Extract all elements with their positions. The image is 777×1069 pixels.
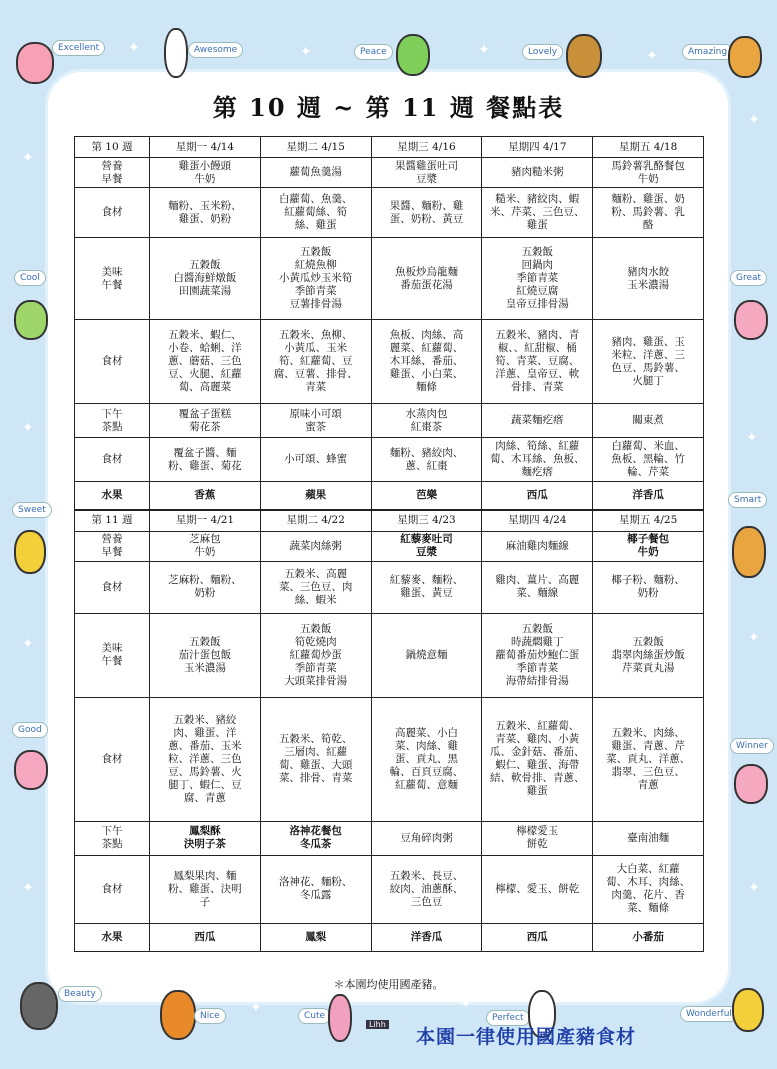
day-header: 星期二 4/15 (260, 137, 371, 158)
row-label: 食材 (75, 855, 150, 923)
pig-sticker-icon (14, 750, 48, 790)
menu-cell: 馬鈴薯乳酪餐包 牛奶 (593, 158, 704, 188)
star-icon: ✦ (748, 630, 760, 646)
star-icon: ✦ (460, 996, 472, 1012)
menu-cell: 魚板、肉絲、高 麗菜、紅蘿蔔、 木耳絲、番茄、 雞蛋、小白菜、 麵條 (371, 320, 482, 404)
chick-sticker-icon (14, 530, 46, 574)
sticker-label: Cute (298, 1008, 331, 1024)
menu-cell: 五穀飯 紅燒魚柳 小黃瓜炒玉米筍 季節青菜 豆薯排骨湯 (260, 238, 371, 320)
day-header: 星期四 4/24 (482, 510, 593, 532)
table-row (75, 188, 704, 238)
chick-sticker-icon (732, 988, 764, 1032)
menu-cell: 鳳梨酥 決明子茶 (150, 821, 261, 855)
menu-cell: 紅藜麥、麵粉、 雞蛋、黃豆 (371, 561, 482, 613)
menu-cell: 肉絲、筍絲、紅蘿 蔔、木耳絲、魚板、 麵疙瘩 (482, 438, 593, 482)
menu-cell: 洛神花、麵粉、 冬瓜露 (260, 855, 371, 923)
row-label: 美味 午餐 (75, 238, 150, 320)
menu-cell: 五穀米、長豆、 絞肉、油蔥酥、 三色豆 (371, 855, 482, 923)
table-row (75, 561, 704, 613)
table-row (75, 697, 704, 821)
star-icon: ✦ (748, 112, 760, 128)
menu-cell: 芭樂 (371, 482, 482, 510)
footnote: ＊本園均使用國產豬。 (333, 978, 444, 991)
menu-cell: 五穀米、紅蘿蔔、 青菜、雞肉、小黃 瓜、金針菇、番茄、 蝦仁、雞蛋、海帶 結、軟骨排、青蔥、 雞蛋 (482, 697, 593, 821)
menu-cell: 椰子粉、麵粉、 奶粉 (593, 561, 704, 613)
rabbit-sticker-icon (328, 994, 352, 1042)
sticker-label: Great (730, 270, 767, 286)
pig-sticker-icon (16, 42, 54, 84)
star-icon: ✦ (22, 150, 34, 166)
sticker-label: Beauty (58, 986, 102, 1002)
menu-cell: 五穀飯 時蔬燜雞丁 蘿蔔番茄炒鮑仁蛋 季節青菜 海帶結排骨湯 (482, 613, 593, 697)
sticker-label: Wonderful (680, 1006, 738, 1022)
menu-cell: 豆角碎肉粥 (371, 821, 482, 855)
table-row (75, 320, 704, 404)
menu-cell: 西瓜 (482, 482, 593, 510)
menu-cell: 麻油雞肉麵線 (482, 531, 593, 561)
menu-cell: 覆盆子蛋糕 菊花茶 (150, 404, 261, 438)
menu-cell: 麵粉、豬絞肉、 蔥、紅棗 (371, 438, 482, 482)
menu-cell: 鳳梨果肉、麵 粉、雞蛋、決明 子 (150, 855, 261, 923)
row-label: 營養 早餐 (75, 531, 150, 561)
table-row (75, 404, 704, 438)
row-label: 食材 (75, 561, 150, 613)
menu-cell: 豬肉糙米粥 (482, 158, 593, 188)
menu-cell: 洋香瓜 (593, 482, 704, 510)
sticker-label: Lovely (522, 44, 563, 60)
menu-cell: 麵粉、雞蛋、奶 粉、馬鈴薯、乳 酪 (593, 188, 704, 238)
menu-cell: 五穀飯 白醬海鮮燉飯 田園蔬菜湯 (150, 238, 261, 320)
menu-cell: 西瓜 (482, 923, 593, 951)
lion-sticker-icon (732, 526, 766, 578)
menu-cell: 關東煮 (593, 404, 704, 438)
sticker-label: Peace (354, 44, 393, 60)
sticker-label: Perfect (486, 1010, 530, 1026)
menu-cell: 原味小可頌 蜜茶 (260, 404, 371, 438)
week11-header-row (75, 510, 704, 532)
star-icon: ✦ (478, 42, 490, 58)
sticker-label: Awesome (188, 42, 243, 58)
week10-header-row (75, 137, 704, 158)
table-row (75, 482, 704, 510)
menu-cell: 五穀飯 筍乾燒肉 紅蘿蔔炒蛋 季節青菜 大頭菜排骨湯 (260, 613, 371, 697)
row-label: 營養 早餐 (75, 158, 150, 188)
menu-cell: 大白菜、紅蘿 蔔、木耳、肉絲、 肉羹、花片、香 菜、麵條 (593, 855, 704, 923)
row-label: 下午 茶點 (75, 404, 150, 438)
row-label: 食材 (75, 320, 150, 404)
sticker-label: Smart (728, 492, 767, 508)
sticker-label: Good (12, 722, 48, 738)
menu-cell: 雞肉、薑片、高麗 菜、麵線 (482, 561, 593, 613)
star-icon: ✦ (22, 636, 34, 652)
menu-cell: 鳳梨 (260, 923, 371, 951)
menu-cell: 五穀米、蝦仁、 小卷、蛤蜊、洋 蔥、蘑菇、三色 豆、火腿、紅蘿 蔔、高麗菜 (150, 320, 261, 404)
star-icon: ✦ (746, 430, 758, 446)
row-label: 美味 午餐 (75, 613, 150, 697)
sticker-label: Winner (730, 738, 774, 754)
table-row (75, 531, 704, 561)
menu-cell: 檸檬愛玉 餅乾 (482, 821, 593, 855)
day-header: 星期五 4/25 (593, 510, 704, 532)
menu-table (74, 136, 704, 952)
menu-cell: 紅藜麥吐司 豆漿 (371, 531, 482, 561)
pig-sticker-icon (734, 764, 768, 804)
menu-cell: 洛神花餐包 冬瓜茶 (260, 821, 371, 855)
table-row (75, 238, 704, 320)
row-label: 水果 (75, 482, 150, 510)
sticker-label: Cool (14, 270, 46, 286)
slogan: 本園一律使用國產豬食材 (416, 1026, 637, 1048)
table-row (75, 158, 704, 188)
sticker-label: Amazing (682, 44, 733, 60)
row-label: 食材 (75, 438, 150, 482)
day-header: 星期三 4/23 (371, 510, 482, 532)
menu-cell: 檸檬、愛玉、餅乾 (482, 855, 593, 923)
row-label: 下午 茶點 (75, 821, 150, 855)
menu-cell: 鍋燒意麵 (371, 613, 482, 697)
menu-cell: 蘿蔔魚羹湯 (260, 158, 371, 188)
menu-cell: 椰子餐包 牛奶 (593, 531, 704, 561)
star-icon: ✦ (128, 40, 140, 56)
menu-cell: 蔬菜肉絲粥 (260, 531, 371, 561)
menu-cell: 雞蛋小饅頭 牛奶 (150, 158, 261, 188)
star-icon: ✦ (22, 420, 34, 436)
menu-cell: 西瓜 (150, 923, 261, 951)
table-row (75, 613, 704, 697)
menu-cell: 五穀米、豬絞 肉、雞蛋、洋 蔥、番茄、玉米 粒、洋蔥、三色 豆、馬鈴薯、火 腿丁、蝦仁、豆 腐、青蔥 (150, 697, 261, 821)
menu-cell: 五穀米、肉絲、 雞蛋、青蔥、芹 菜、貢丸、洋蔥、 翡翠、三色豆、 青蔥 (593, 697, 704, 821)
menu-cell: 五穀飯 翡翠肉絲蛋炒飯 芹菜貢丸湯 (593, 613, 704, 697)
menu-cell: 香蕉 (150, 482, 261, 510)
menu-cell: 糙米、豬絞肉、蝦 米、芹菜、三色豆、 雞蛋 (482, 188, 593, 238)
menu-cell: 五穀飯 回鍋肉 季節青菜 紅燒豆腐 皇帝豆排骨湯 (482, 238, 593, 320)
menu-cell: 白蘿蔔、米血、 魚板、黑輪、竹 輪、芹菜 (593, 438, 704, 482)
sticker-label: Excellent (52, 40, 105, 56)
menu-cell: 豬肉水餃 玉米濃湯 (593, 238, 704, 320)
day-header: 星期一 4/14 (150, 137, 261, 158)
star-icon: ✦ (250, 1000, 262, 1016)
menu-cell: 蘋果 (260, 482, 371, 510)
star-icon: ✦ (22, 880, 34, 896)
menu-cell: 五穀米、高麗 菜、三色豆、肉 絲、蝦米 (260, 561, 371, 613)
menu-cell: 果醬、麵粉、雞 蛋、奶粉、黃豆 (371, 188, 482, 238)
frog-sticker-icon (396, 34, 430, 76)
day-header: 星期三 4/16 (371, 137, 482, 158)
menu-cell: 五穀米、魚柳、 小黃瓜、玉米 筍、紅蘿蔔、豆 腐、豆薯、排骨、 青菜 (260, 320, 371, 404)
week-label: 第 10 週 (75, 137, 150, 158)
star-icon: ✦ (748, 880, 760, 896)
menu-cell: 高麗菜、小白 菜、肉絲、雞 蛋、貢丸、黑 輪、百頁豆腐、 紅蘿蔔、意麵 (371, 697, 482, 821)
sticker-label: Sweet (12, 502, 52, 518)
menu-cell: 臺南油麵 (593, 821, 704, 855)
tiger-sticker-icon (160, 990, 196, 1040)
logo: Lihh (366, 1020, 389, 1029)
menu-cell: 果醬雞蛋吐司 豆漿 (371, 158, 482, 188)
day-header: 星期五 4/18 (593, 137, 704, 158)
menu-cell: 魚板炒烏龍麵 番茄蛋花湯 (371, 238, 482, 320)
frog-sticker-icon (14, 300, 48, 340)
menu-cell: 五穀米、豬肉、青 椒、、紅甜椒、桶 筍、青菜、豆腐、 洋蔥、皇帝豆、軟 骨排、青菜 (482, 320, 593, 404)
day-header: 星期四 4/17 (482, 137, 593, 158)
day-header: 星期一 4/21 (150, 510, 261, 532)
menu-cell: 芝麻包 牛奶 (150, 531, 261, 561)
menu-cell: 五穀米、筍乾、 三層肉、紅蘿 蔔、雞蛋、大頭 菜、排骨、青菜 (260, 697, 371, 821)
menu-cell: 覆盆子醬、麵 粉、雞蛋、菊花 (150, 438, 261, 482)
day-header: 星期二 4/22 (260, 510, 371, 532)
page-title: 第 10 週 ~ 第 11 週 餐點表 (212, 93, 565, 122)
row-label: 食材 (75, 697, 150, 821)
star-icon: ✦ (300, 44, 312, 60)
week-label: 第 11 週 (75, 510, 150, 532)
table-row (75, 923, 704, 951)
lion-sticker-icon (566, 34, 602, 78)
menu-cell: 白蘿蔔、魚羹、 紅蘿蔔絲、筍 絲、雞蛋 (260, 188, 371, 238)
star-icon: ✦ (646, 48, 658, 64)
table-row (75, 821, 704, 855)
sticker-label: Nice (194, 1008, 226, 1024)
menu-cell: 芝麻粉、麵粉、 奶粉 (150, 561, 261, 613)
row-label: 食材 (75, 188, 150, 238)
menu-cell: 麵粉、玉米粉、 雞蛋、奶粉 (150, 188, 261, 238)
menu-cell: 小番茄 (593, 923, 704, 951)
table-row (75, 438, 704, 482)
menu-cell: 蔬菜麵疙瘩 (482, 404, 593, 438)
menu-cell: 洋香瓜 (371, 923, 482, 951)
row-label: 水果 (75, 923, 150, 951)
pig-sticker-icon (734, 300, 768, 340)
monkey-sticker-icon (728, 36, 762, 78)
rabbit-sticker-icon (164, 28, 188, 78)
menu-cell: 豬肉、雞蛋、玉 米粒、洋蔥、三 色豆、馬鈴薯、 火腿丁 (593, 320, 704, 404)
menu-cell: 五穀飯 茄汁蛋包飯 玉米濃湯 (150, 613, 261, 697)
star-icon: ✦ (640, 990, 652, 1006)
menu-table-body (75, 137, 704, 952)
menu-cell: 小可頌、蜂蜜 (260, 438, 371, 482)
menu-cell: 水蒸肉包 紅棗茶 (371, 404, 482, 438)
table-row (75, 855, 704, 923)
